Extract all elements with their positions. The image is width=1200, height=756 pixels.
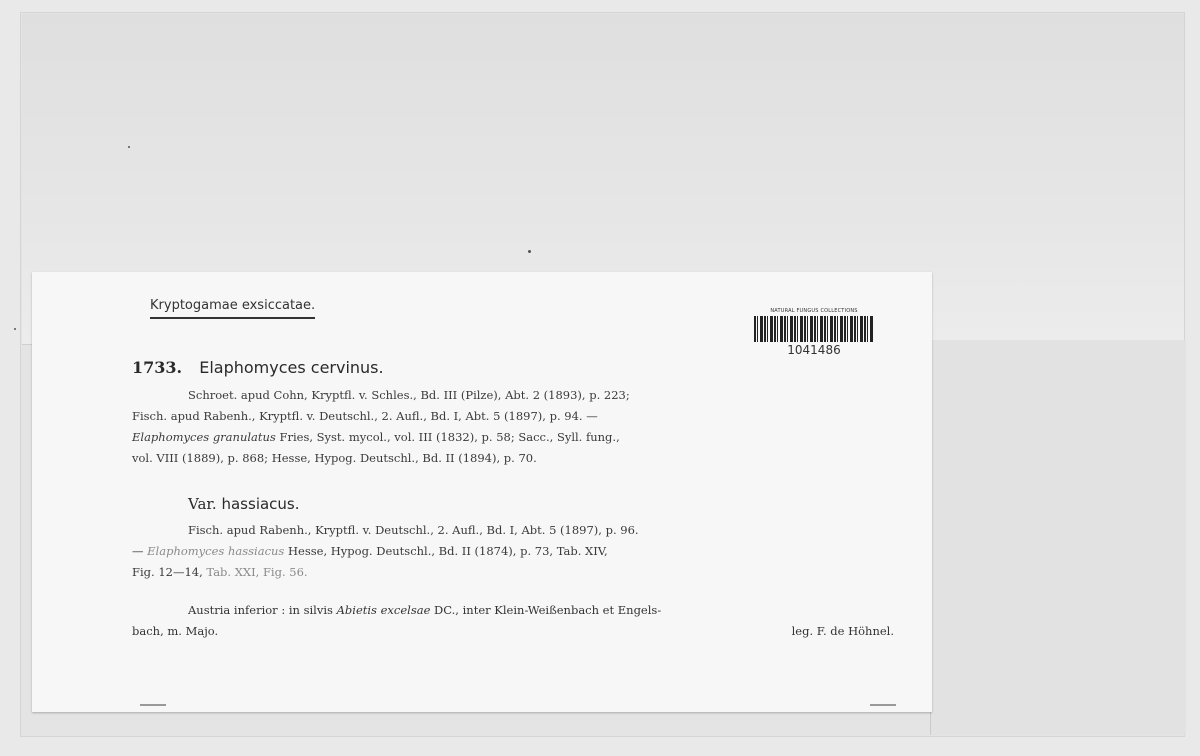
variety-heading — [132, 494, 968, 513]
label-bottom-marks — [140, 704, 900, 706]
reference-line — [132, 541, 912, 562]
species-heading — [132, 358, 912, 377]
packet-right-flap — [930, 340, 1186, 735]
specimen-label — [32, 272, 932, 712]
paper-speck — [128, 146, 130, 148]
barcode-bars — [754, 316, 874, 342]
barcode — [744, 308, 884, 364]
locality-line — [132, 600, 912, 621]
exsiccata-number: 1733. — [132, 358, 183, 377]
synonym-name: Elaphomyces granulatus — [132, 430, 276, 444]
variety-label: Var. — [188, 495, 217, 513]
dash: — — [132, 544, 148, 558]
reference-line — [132, 427, 912, 448]
barcode-caption: NATURAL FUNGUS COLLECTIONS — [770, 308, 858, 314]
species-references — [132, 385, 912, 469]
locality-text: bach, m. Majo. — [132, 624, 219, 638]
synonym-citation: Hesse, Hypog. Deutschl., Bd. II (1874), p. 73, Tab. XIV, — [284, 544, 608, 558]
barcode-number: 1041486 — [787, 343, 841, 357]
paper-speck — [528, 250, 531, 253]
synonym-name: Elaphomyces hassiacus — [147, 544, 285, 558]
variety-references — [132, 520, 912, 583]
collection-data — [132, 600, 912, 642]
reference-line: vol. VIII (1889), p. 868; Hesse, Hypog. Deutschl., Bd. II (1894), p. 70. — [132, 451, 537, 465]
reference-line: Schroet. apud Cohn, Kryptfl. v. Schles., Bd. III (Pilze), Abt. 2 (1893), p. 223; — [188, 388, 630, 402]
reference-line — [132, 562, 912, 583]
figure-ref: Fig. 12—14, — [132, 565, 207, 579]
synonym-citation: Fries, Syst. mycol., vol. III (1832), p. 58; Sacc., Syll. fung., — [275, 430, 620, 444]
locality-text: DC., inter Klein-Weißenbach et Engels- — [430, 603, 662, 617]
collector: leg. F. de Höhnel. — [791, 624, 894, 638]
series-title: Kryptogamae exsiccatae. — [150, 298, 315, 319]
locality-line — [132, 621, 912, 642]
locality-text: Austria inferior : in silvis — [188, 603, 337, 617]
taxon-name: Elaphomyces cervinus. — [199, 358, 384, 377]
paper-speck — [14, 328, 16, 330]
reference-line: Fisch. apud Rabenh., Kryptfl. v. Deutschl., 2. Aufl., Bd. I, Abt. 5 (1897), p. 96. — [188, 523, 639, 537]
reference-line: Fisch. apud Rabenh., Kryptfl. v. Deutschl., 2. Aufl., Bd. I, Abt. 5 (1897), p. 94. — — [132, 409, 598, 423]
variety-name: hassiacus. — [221, 495, 300, 513]
plate-ref: Tab. XXI, Fig. 56. — [206, 565, 308, 579]
host-name: Abietis excelsae — [336, 603, 431, 617]
